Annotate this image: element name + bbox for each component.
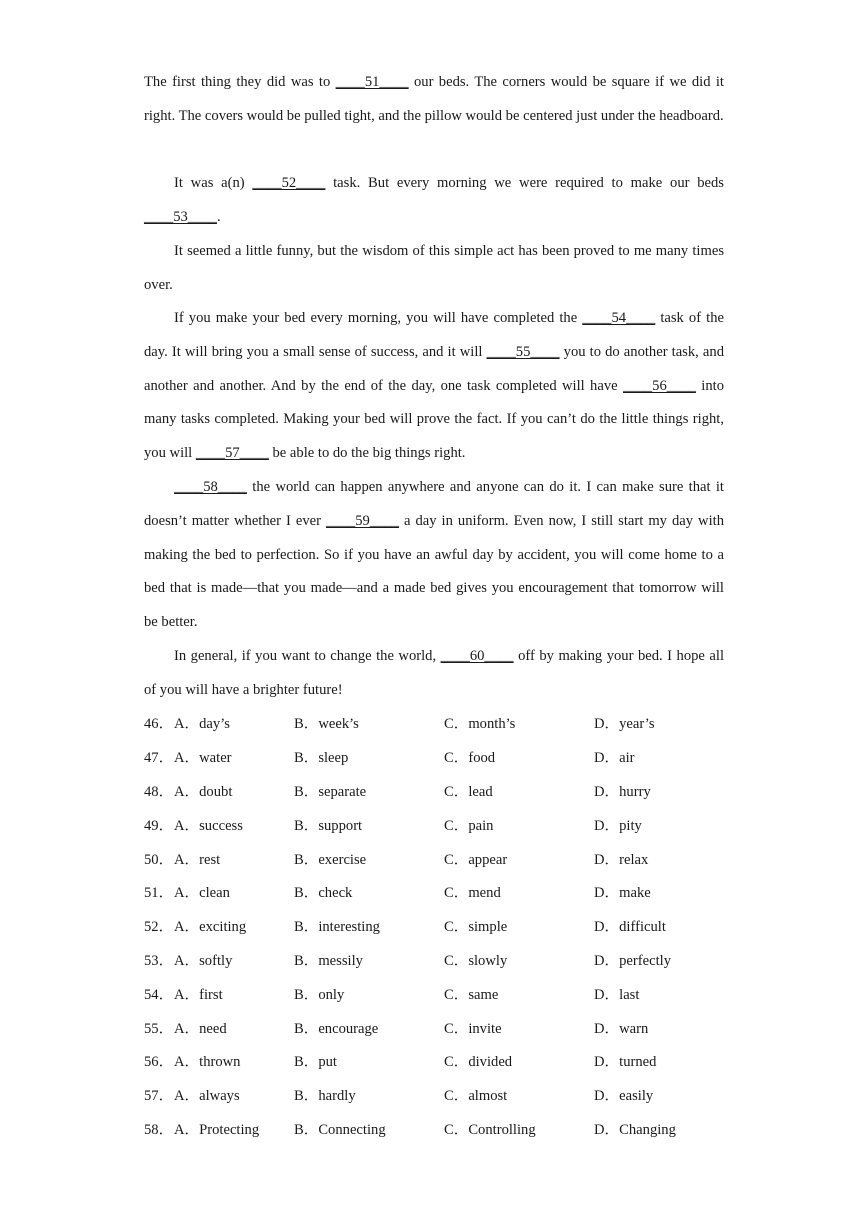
option-d: D．hurry [594, 784, 651, 800]
question-53-options [144, 944, 744, 978]
blank-53: ____53____ [144, 208, 217, 225]
option-d: D．difficult [594, 919, 666, 935]
option-c: C．appear [444, 852, 508, 868]
question-number: 56． [144, 1054, 174, 1070]
option-a: A．day’s [174, 716, 230, 732]
question-56-options [144, 1045, 744, 1079]
passage-paragraph-6 [144, 640, 724, 708]
paragraph-text: . [216, 208, 221, 225]
option-a: A．clean [174, 885, 230, 901]
question-54-options [144, 978, 744, 1012]
option-a: A．thrown [174, 1054, 241, 1070]
option-b: B．only [294, 987, 345, 1003]
question-number: 55． [144, 1021, 174, 1037]
blank-55: ____55____ [486, 343, 560, 360]
question-number: 54． [144, 987, 174, 1003]
option-a: A．always [174, 1088, 240, 1104]
question-49-options [144, 809, 744, 843]
blank-58: ____58____ [174, 479, 247, 495]
question-number: 52． [144, 919, 174, 935]
option-b: B．Connecting [294, 1122, 386, 1138]
question-number: 57． [144, 1088, 174, 1104]
question-52-options [144, 910, 744, 944]
option-c: C．month’s [444, 716, 516, 732]
paragraph-text: In general, if you want to change the world, [174, 648, 441, 664]
option-d: D．turned [594, 1054, 657, 1070]
option-b: B．exercise [294, 852, 367, 868]
passage-paragraph-5 [144, 471, 724, 640]
question-number: 58． [144, 1122, 174, 1138]
option-a: A．rest [174, 852, 221, 868]
question-number: 47． [144, 750, 174, 766]
blank-52: ____52____ [252, 175, 326, 191]
paragraph-text: a day in uniform. Even now, I still start my day with making the bed to perfection. So if you have an awful day by accident, you will come home to a bed that is made—that you made—and a made bed gives you encouragement that tomorrow will be better. [144, 512, 724, 631]
paragraph-text: our beds. The corners would be square if we did it right. The covers would be pulled tight, and the pillow would be centered just under the headboard. [144, 74, 724, 124]
option-c: C．pain [444, 818, 494, 834]
option-d: D．last [594, 987, 640, 1003]
option-b: B．check [294, 885, 353, 901]
option-a: A．success [174, 818, 243, 834]
blank-57: ____57____ [195, 445, 269, 462]
paragraph-text: It was a(n) [174, 175, 253, 191]
option-c: C．lead [444, 784, 493, 800]
option-b: B．messily [294, 953, 363, 969]
blank-51: ____51____ [335, 74, 409, 90]
option-c: C．almost [444, 1088, 508, 1104]
blank-54: ____54____ [582, 310, 656, 326]
option-c: C．divided [444, 1054, 513, 1070]
option-a: A．softly [174, 953, 233, 969]
question-number: 53． [144, 953, 174, 969]
passage-paragraph-2 [144, 167, 724, 235]
paragraph-text: be able to do the big things right. [268, 445, 466, 462]
option-a: A．doubt [174, 784, 233, 800]
option-a: A．water [174, 750, 232, 766]
option-c: C．simple [444, 919, 508, 935]
paragraph-text: task. But every morning we were required to make our beds [325, 175, 724, 191]
question-50-options [144, 843, 744, 877]
question-number: 49． [144, 818, 174, 834]
option-d: D．make [594, 885, 651, 901]
option-b: B．encourage [294, 1021, 379, 1037]
option-c: C．Controlling [444, 1122, 536, 1138]
blank-56: ____56____ [622, 377, 696, 394]
question-46-options [144, 707, 744, 741]
paragraph-text: If you make your bed every morning, you will have completed the [174, 310, 583, 326]
option-c: C．mend [444, 885, 501, 901]
paragraph-text: task of the day. It will bring you a small sense of success, and it will [144, 310, 724, 360]
option-d: D．pity [594, 818, 642, 834]
blank-60: ____60____ [440, 648, 514, 664]
option-c: C．invite [444, 1021, 502, 1037]
option-c: C．same [444, 987, 499, 1003]
option-d: D．relax [594, 852, 649, 868]
blank-59: ____59____ [326, 512, 399, 529]
passage-paragraph-4 [144, 302, 724, 471]
question-47-options [144, 741, 744, 775]
option-d: D．perfectly [594, 953, 671, 969]
option-d: D．year’s [594, 716, 655, 732]
passage-paragraph-1 [144, 66, 724, 134]
option-d: D．air [594, 750, 635, 766]
question-58-options [144, 1113, 744, 1147]
option-b: B．week’s [294, 716, 359, 732]
option-a: A．exciting [174, 919, 247, 935]
paragraph-text: you to do another task, and another and another. And by the end of the day, one task completed will have [144, 343, 724, 394]
option-b: B．sleep [294, 750, 349, 766]
question-51-options [144, 876, 744, 910]
passage-paragraph-3 [144, 235, 724, 303]
option-d: D．Changing [594, 1122, 676, 1138]
option-a: A．first [174, 987, 223, 1003]
option-b: B．interesting [294, 919, 380, 935]
question-55-options [144, 1012, 744, 1046]
option-d: D．warn [594, 1021, 649, 1037]
option-c: C．food [444, 750, 496, 766]
paragraph-text: the world can happen anywhere and anyone can do it. I can make sure that it doesn’t matter whether I ever [144, 479, 724, 529]
paragraph-text: It seemed a little funny, but the wisdom of this simple act has been proved to me many times over. [144, 243, 724, 293]
paragraph-text: into many tasks completed. Making your bed will prove the fact. If you can’t do the little things right, you will [144, 377, 724, 462]
option-a: A．Protecting [174, 1122, 260, 1138]
option-a: A．need [174, 1021, 227, 1037]
option-b: B．hardly [294, 1088, 356, 1104]
question-number: 46． [144, 716, 174, 732]
question-number: 50． [144, 852, 174, 868]
question-57-options [144, 1079, 744, 1113]
paragraph-text: The first thing they did was to [144, 74, 336, 90]
question-number: 51． [144, 885, 174, 901]
option-c: C．slowly [444, 953, 508, 969]
question-48-options [144, 775, 744, 809]
option-b: B．support [294, 818, 363, 834]
option-b: B．put [294, 1054, 337, 1070]
option-b: B．separate [294, 784, 367, 800]
paragraph-text: off by making your bed. I hope all of you will have a brighter future! [144, 648, 724, 698]
option-d: D．easily [594, 1088, 654, 1104]
question-number: 48． [144, 784, 174, 800]
